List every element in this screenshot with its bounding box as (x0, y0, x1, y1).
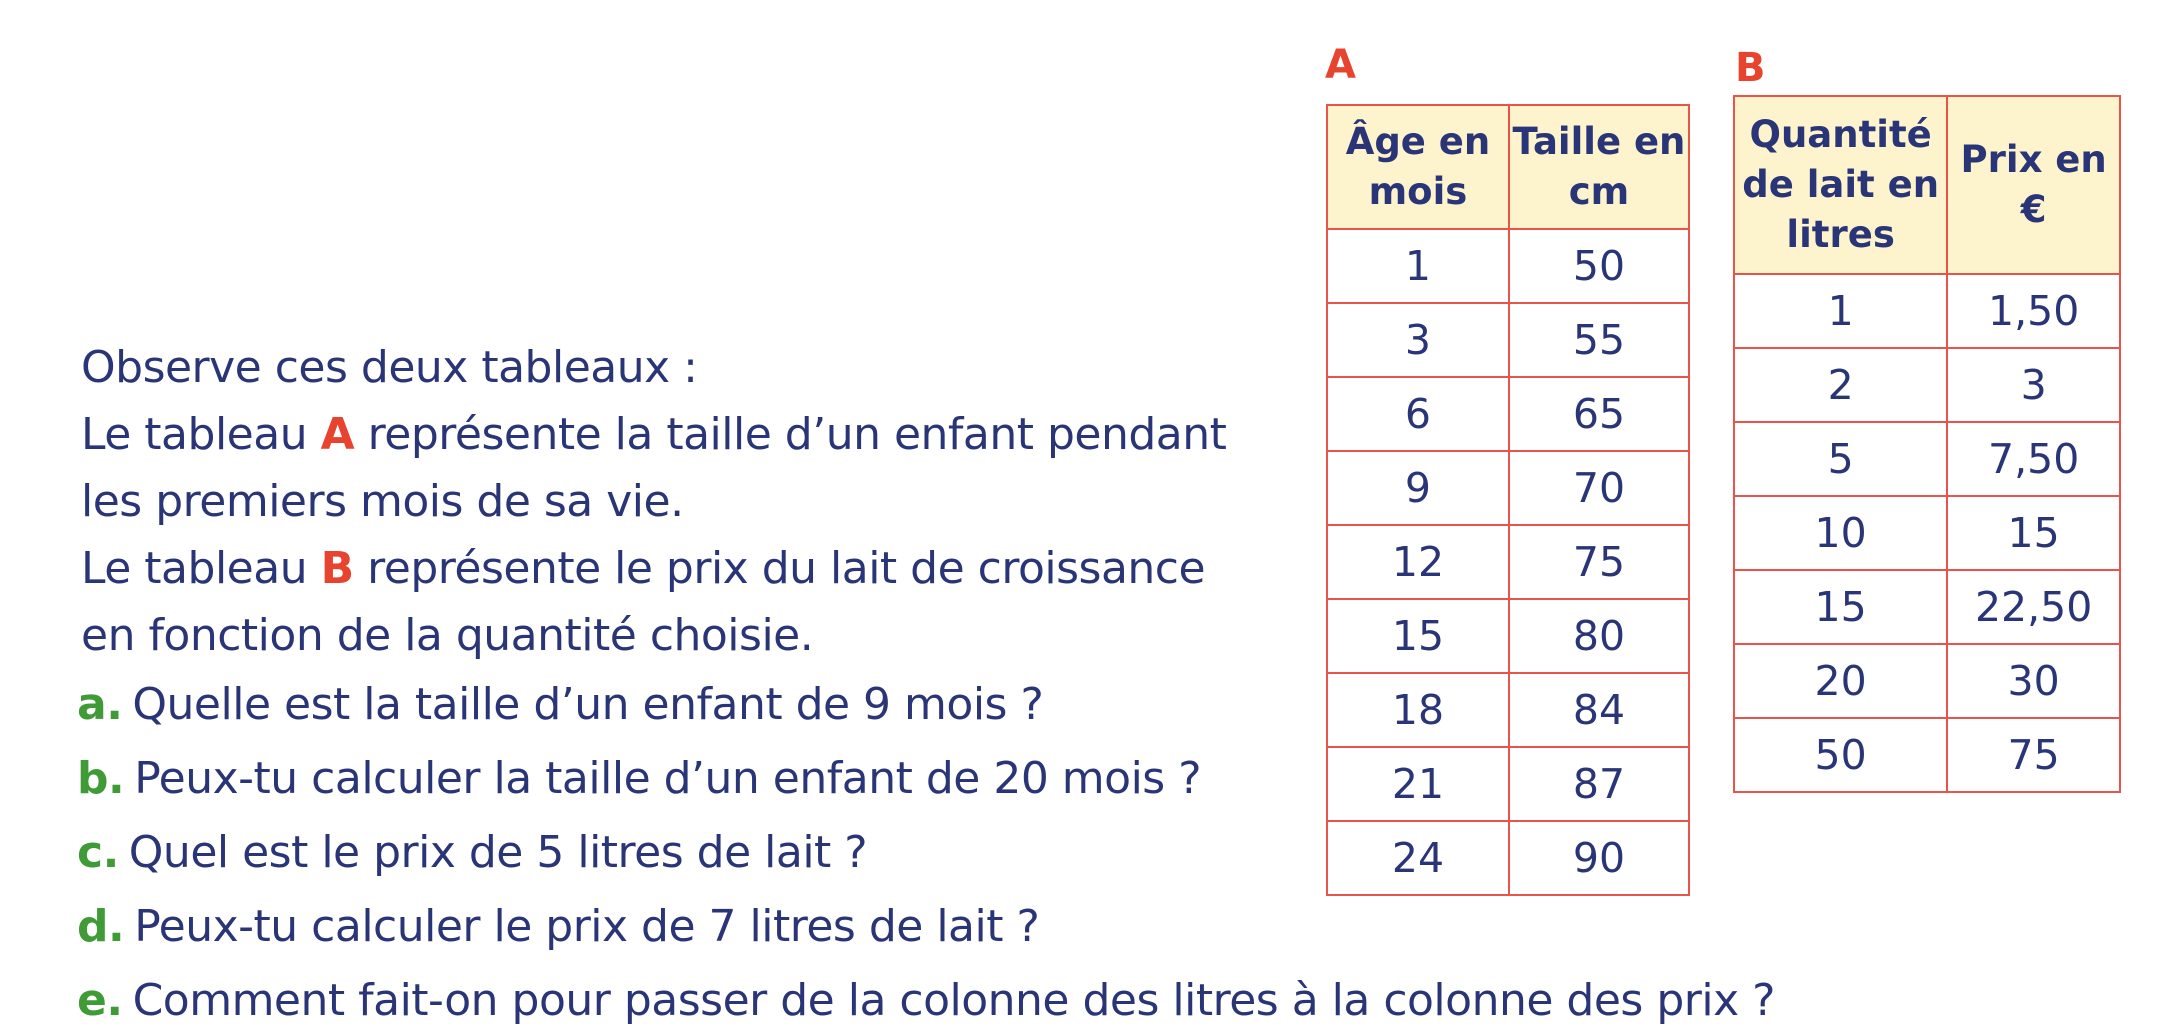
table-cell: 24 (1327, 821, 1509, 895)
table-cell: 1 (1734, 274, 1947, 348)
question-letter: b. (77, 753, 125, 804)
intro-line: les premiers mois de sa vie. (81, 476, 684, 527)
table-b (1733, 95, 2121, 793)
table-cell: 90 (1509, 821, 1689, 895)
table-row (1327, 747, 1689, 821)
table-a (1326, 104, 1690, 896)
table-cell: 6 (1327, 377, 1509, 451)
question-letter: a. (77, 679, 123, 730)
question-text: Peux-tu calculer la taille d’un enfant de 20 mois ? (134, 753, 1202, 804)
question-list (77, 668, 1977, 1036)
question-item (77, 816, 1977, 890)
question-item (77, 742, 1977, 816)
table-cell: 15 (1734, 570, 1947, 644)
table-b-marker: B (320, 543, 354, 594)
table-row (1327, 377, 1689, 451)
table-b-title: B (1735, 45, 1766, 91)
table-cell: 75 (1947, 718, 2120, 792)
table-cell: 2 (1734, 348, 1947, 422)
table-cell: 15 (1327, 599, 1509, 673)
table-cell: 80 (1509, 599, 1689, 673)
table-cell: 1,50 (1947, 274, 2120, 348)
table-cell: 22,50 (1947, 570, 2120, 644)
question-text: Comment fait-on pour passer de la colonne des litres à la colonne des prix ? (132, 975, 1775, 1026)
table-cell: 3 (1947, 348, 2120, 422)
table-cell: 70 (1509, 451, 1689, 525)
table-cell: 87 (1509, 747, 1689, 821)
question-letter: c. (77, 827, 119, 878)
table-a-title: A (1325, 42, 1356, 88)
question-letter: d. (77, 901, 125, 952)
table-row (1327, 525, 1689, 599)
table-cell: 55 (1509, 303, 1689, 377)
intro-text-span: représente la taille d’un enfant pendant (367, 409, 1227, 460)
table-row (1734, 718, 2120, 792)
table-cell: 50 (1509, 229, 1689, 303)
table-cell: 5 (1734, 422, 1947, 496)
table-row (1327, 821, 1689, 895)
intro-line: en fonction de la quantité choisie. (81, 610, 814, 661)
question-text: Peux-tu calculer le prix de 7 litres de lait ? (134, 901, 1040, 952)
table-row (1327, 451, 1689, 525)
table-header-row (1327, 105, 1689, 229)
table-cell: 30 (1947, 644, 2120, 718)
table-cell: 20 (1734, 644, 1947, 718)
table-cell: 7,50 (1947, 422, 2120, 496)
table-cell: 9 (1327, 451, 1509, 525)
question-text: Quelle est la taille d’un enfant de 9 mois ? (132, 679, 1044, 730)
table-header-row (1734, 96, 2120, 274)
question-item (77, 890, 1977, 964)
table-cell: 84 (1509, 673, 1689, 747)
table-cell: 3 (1327, 303, 1509, 377)
table-a-marker: A (320, 409, 355, 460)
column-header-quantity: Quantité de lait en litres (1734, 96, 1947, 274)
intro-text (81, 334, 1261, 669)
table-row (1734, 348, 2120, 422)
table-cell: 18 (1327, 673, 1509, 747)
table-row (1734, 274, 2120, 348)
intro-line: Observe ces deux tableaux : (81, 342, 698, 393)
table-row (1327, 599, 1689, 673)
question-letter: e. (77, 975, 123, 1026)
table-cell: 50 (1734, 718, 1947, 792)
question-item (77, 964, 1977, 1036)
table-cell: 75 (1509, 525, 1689, 599)
table-row (1327, 229, 1689, 303)
table-cell: 21 (1327, 747, 1509, 821)
column-header-age: Âge en mois (1327, 105, 1509, 229)
table-cell: 10 (1734, 496, 1947, 570)
table-row (1734, 644, 2120, 718)
intro-text-span: représente le prix du lait de croissance (367, 543, 1206, 594)
intro-line (81, 535, 1261, 602)
table-row (1734, 496, 2120, 570)
question-item (77, 668, 1977, 742)
intro-line (81, 401, 1261, 468)
column-header-height: Taille en cm (1509, 105, 1689, 229)
table-cell: 15 (1947, 496, 2120, 570)
table-cell: 1 (1327, 229, 1509, 303)
table-cell: 12 (1327, 525, 1509, 599)
table-row (1327, 303, 1689, 377)
table-cell: 65 (1509, 377, 1689, 451)
table-row (1734, 570, 2120, 644)
question-text: Quel est le prix de 5 litres de lait ? (128, 827, 868, 878)
column-header-price: Prix en € (1947, 96, 2120, 274)
intro-text-span: Le tableau (81, 543, 308, 594)
table-row (1327, 673, 1689, 747)
table-row (1734, 422, 2120, 496)
intro-text-span: Le tableau (81, 409, 308, 460)
